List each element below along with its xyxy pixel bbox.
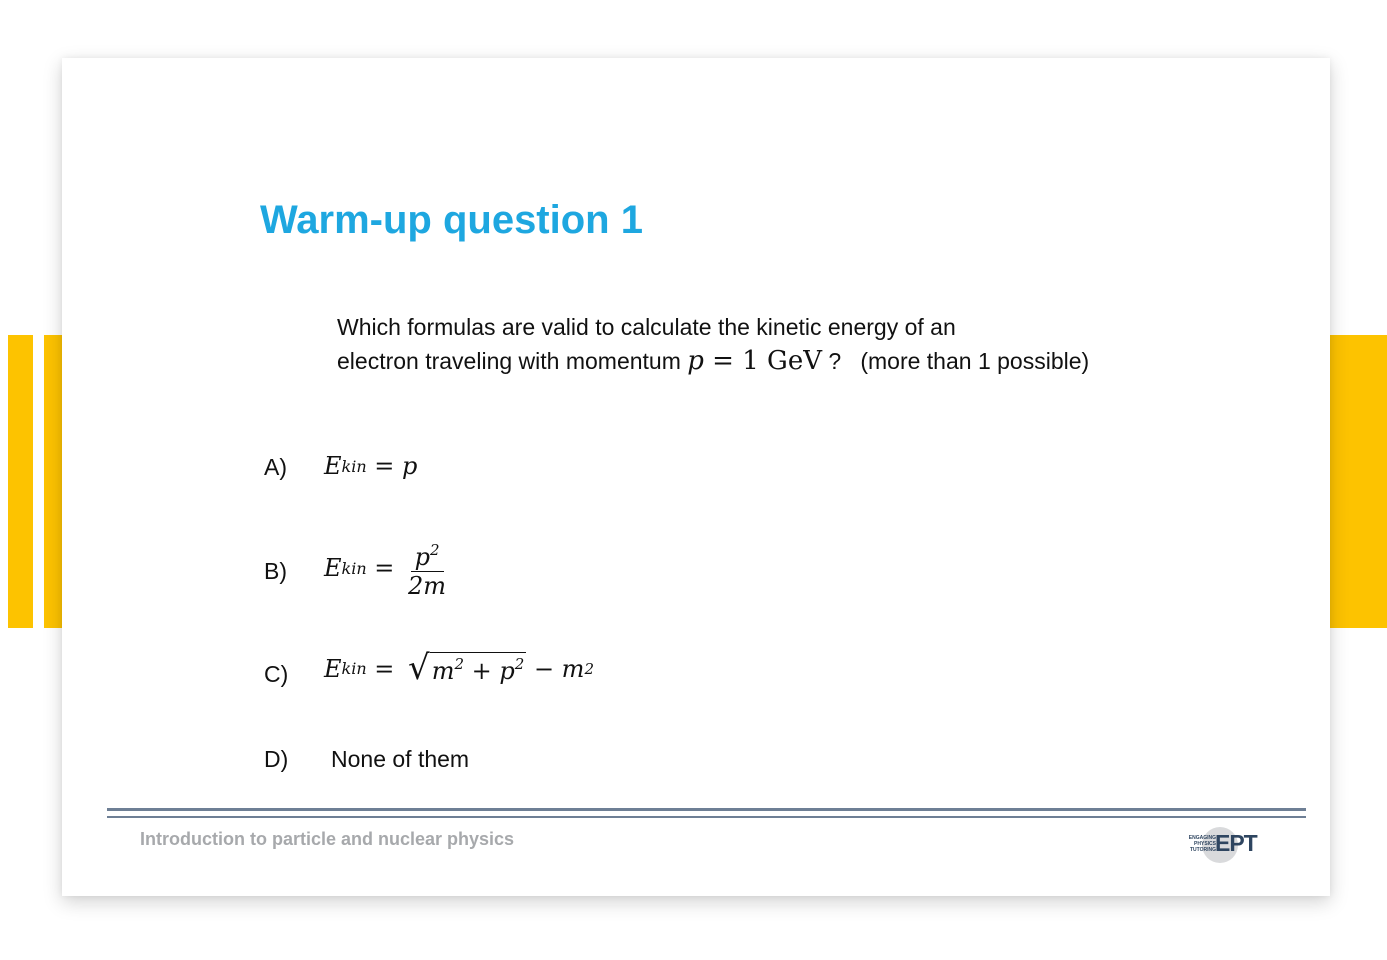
formula-b-kin: kin: [341, 558, 367, 578]
formula-c-minus-exp: 2: [584, 659, 594, 678]
momentum-symbol: p: [687, 346, 704, 376]
formula-b-numerator: [411, 538, 444, 572]
question-line-1: Which formulas are valid to calculate the kinetic energy of an: [337, 314, 956, 340]
momentum-equals: = 1: [703, 346, 768, 376]
option-b-label: B): [264, 558, 287, 584]
formula-c-m: m: [431, 657, 455, 685]
option-c-label: C): [264, 661, 289, 687]
slide-title: Warm-up question 1: [260, 198, 643, 242]
logo-small-line-3: TUTORING: [1189, 847, 1216, 853]
formula-c-p: p: [499, 657, 515, 685]
formula-c-sqrt: [408, 648, 526, 688]
ept-logo: [1182, 824, 1256, 864]
logo-small-text: [1182, 835, 1216, 853]
footer-rule-top: [107, 808, 1306, 811]
momentum-expression: [687, 346, 822, 376]
formula-b-fraction: [408, 538, 446, 598]
momentum-unit: GeV: [767, 346, 822, 376]
formula-b-denominator: 2m: [408, 572, 447, 600]
slide: [62, 58, 1330, 896]
formula-c-kin: kin: [341, 659, 367, 678]
formula-b-eq: =: [366, 554, 403, 582]
formula-a-eq: =: [366, 452, 403, 480]
formula-a-rhs: p: [402, 452, 418, 480]
formula-c-p-exp: 2: [514, 655, 525, 673]
right-accent-bar: [1330, 335, 1387, 628]
logo-big-text: EPT: [1215, 830, 1257, 856]
formula-b-num-base: p: [414, 543, 430, 571]
formula-a-e: E: [324, 452, 342, 480]
logo-small-line-2: PHYSICS: [1194, 841, 1216, 847]
footer-rule-bottom: [107, 816, 1306, 818]
left-accent-bar-inner: [44, 335, 62, 628]
formula-c-plus: +: [464, 657, 500, 685]
left-accent-bar-outer: [8, 335, 33, 628]
formula-a: [324, 452, 417, 480]
question-line-2: [337, 344, 1237, 378]
logo-small-line-1: ENGAGING: [1188, 835, 1216, 841]
formula-b-num-exp: 2: [429, 541, 440, 559]
formula-a-kin: kin: [341, 456, 367, 476]
question-line-2-prefix: electron traveling with momentum: [337, 348, 681, 374]
option-d-text: None of them: [331, 746, 470, 772]
formula-c-e: E: [324, 654, 342, 683]
formula-b-e: E: [324, 554, 342, 582]
formula-c-radicand: [430, 652, 527, 685]
formula-c-minus-m: − m: [526, 654, 585, 683]
option-a-label: A): [264, 454, 287, 480]
sqrt-sign-icon: √: [408, 648, 430, 688]
formula-c: [324, 648, 594, 688]
footer-course-title: Introduction to particle and nuclear physics: [140, 829, 515, 849]
option-d-label: D): [264, 746, 289, 772]
formula-b: [324, 538, 446, 598]
formula-c-m-exp: 2: [454, 655, 465, 673]
question-text: [337, 310, 1237, 378]
formula-c-eq: =: [366, 654, 403, 683]
question-line-2-suffix: ? (more than 1 possible): [821, 348, 1090, 374]
